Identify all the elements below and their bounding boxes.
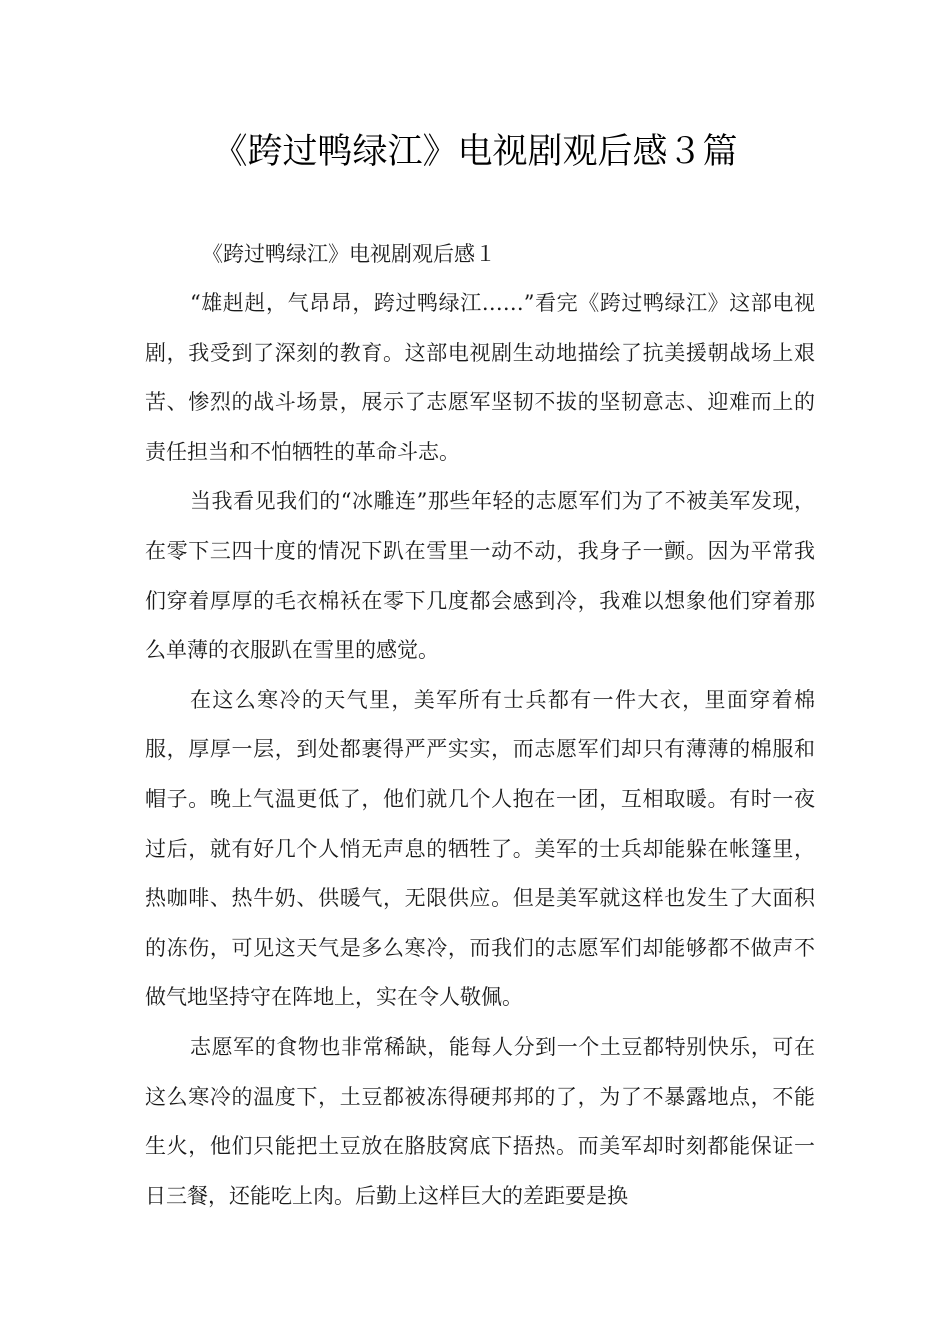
document-body	[145, 230, 815, 1221]
paragraph: 当我看见我们的“冰雕连”那些年轻的志愿军们为了不被美军发现，在零下三四十度的情况下趴在雪里一动不动，我身子一颤。因为平常我们穿着厚厚的毛衣棉袄在零下几度都会感到冷，我难以想象他们穿着那么单薄的衣服趴在雪里的感觉。	[145, 489, 815, 663]
paragraph: 在这么寒冷的天气里，美军所有士兵都有一件大衣，里面穿着棉服，厚厚一层，到处都裹得严严实实，而志愿军们却只有薄薄的棉服和帽子。晚上气温更低了，他们就几个人抱在一团，互相取暖。有时一夜过后，就有好几个人悄无声息的牺牲了。美军的士兵却能躲在帐篷里，热咖啡、热牛奶、供暖气，无限供应。但是美军就这样也发生了大面积的冻伤，可见这天气是多么寒冷，而我们的志愿军们却能够都不做声不做气地坚持守在阵地上，实在令人敬佩。	[145, 687, 815, 1010]
section-subtitle: 《跨过鸭绿江》电视剧观后感１	[202, 242, 496, 266]
paragraph: 志愿军的食物也非常稀缺，能每人分到一个土豆都特别快乐，可在这么寒冷的温度下，土豆都被冻得硬邦邦的了，为了不暴露地点，不能生火，他们只能把土豆放在胳肢窝底下捂热。而美军却时刻都能保证一日三餐，还能吃上肉。后勤上这样巨大的差距要是换	[145, 1034, 815, 1208]
paragraph: “雄赳赳，气昂昂，跨过鸭绿江……”看完《跨过鸭绿江》这部电视剧，我受到了深刻的教育。这部电视剧生动地描绘了抗美援朝战场上艰苦、惨烈的战斗场景，展示了志愿军坚韧不拔的坚韧意志、迎难而上的责任担当和不怕牺牲的革命斗志。	[145, 291, 815, 464]
document-title: 《跨过鸭绿江》电视剧观后感３篇	[212, 132, 738, 172]
